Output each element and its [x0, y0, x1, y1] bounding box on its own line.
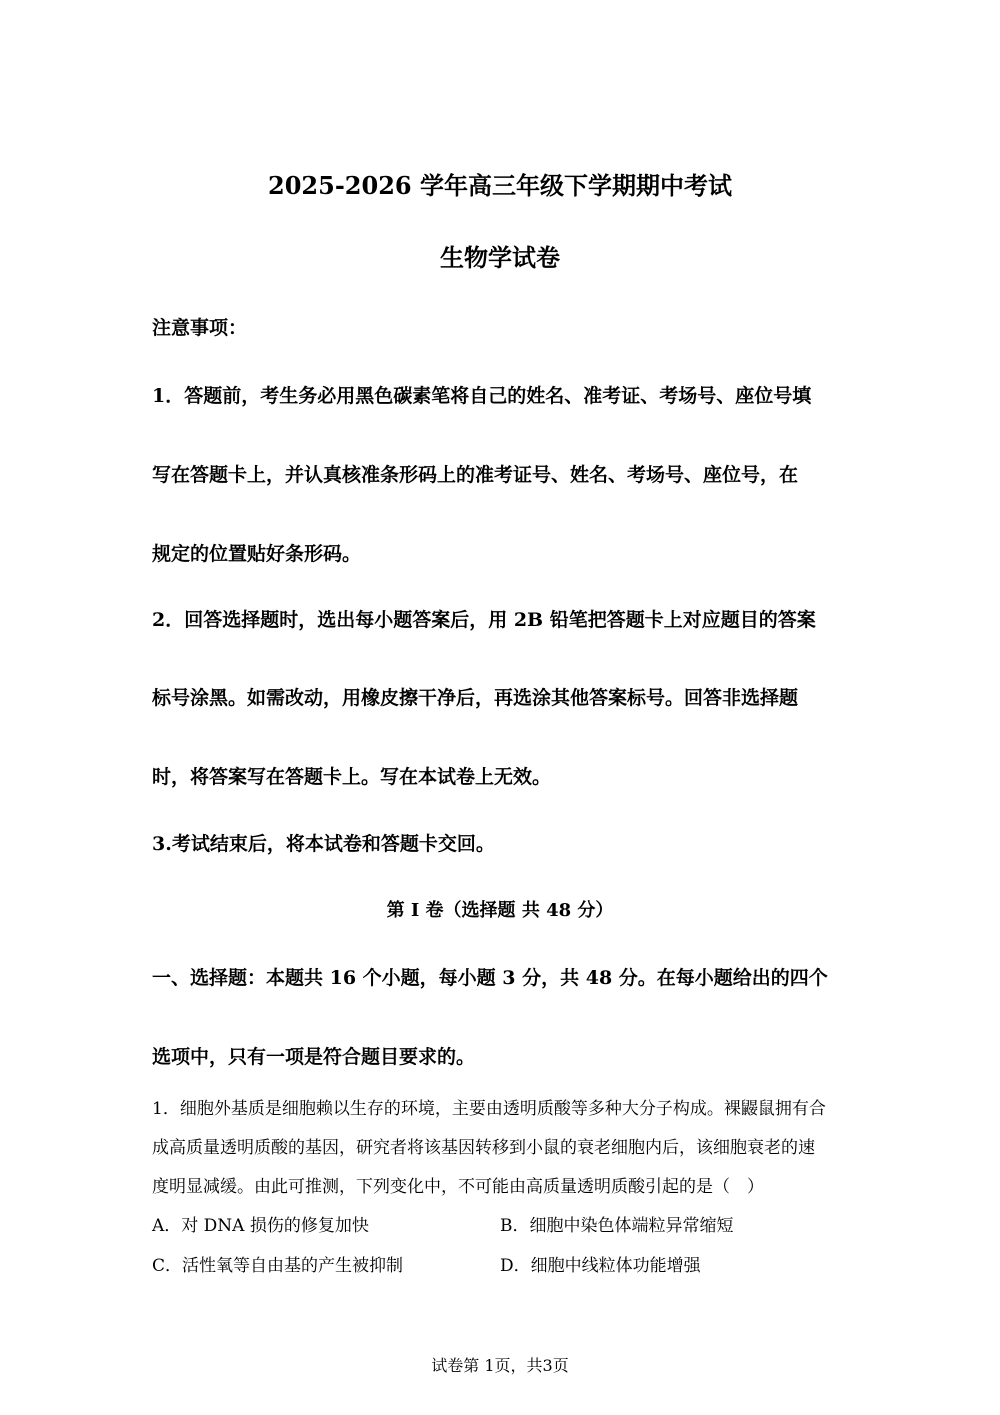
notice-line: 3.考试结束后，将本试卷和答题卡交回。 — [152, 833, 495, 855]
notice-heading: 注意事项： — [152, 317, 248, 339]
option-c: C．活性氧等自由基的产生被抑制 — [152, 1256, 404, 1276]
notice-line: 标号涂黑。如需改动，用橡皮擦干净后，再选涂其他答案标号。回答非选择题 — [152, 687, 799, 709]
option-b: B．细胞中染色体端粒异常缩短 — [500, 1216, 734, 1236]
notice-line: 时，将答案写在答题卡上。写在本试卷上无效。 — [152, 766, 552, 788]
question-stem-line: 成高质量透明质酸的基因，研究者将该基因转移到小鼠的衰老细胞内后，该细胞衰老的速 — [152, 1138, 815, 1158]
notice-line: 2．回答选择题时，选出每小题答案后，用 2B 铅笔把答题卡上对应题目的答案 — [152, 609, 816, 631]
question-stem-line: 1．细胞外基质是细胞赖以生存的环境，主要由透明质酸等多种大分子构成。裸鼹鼠拥有合 — [152, 1099, 826, 1119]
section-title: 第 I 卷（选择题 共 48 分） — [386, 900, 614, 921]
exam-subtitle: 生物学试卷 — [440, 243, 560, 272]
exam-title: 2025-2026 学年高三年级下学期期中考试 — [268, 171, 732, 200]
notice-line: 写在答题卡上，并认真核准条形码上的准考证号、姓名、考场号、座位号，在 — [152, 464, 799, 486]
option-d: D．细胞中线粒体功能增强 — [500, 1256, 701, 1276]
notice-line: 规定的位置贴好条形码。 — [152, 543, 362, 565]
section-instruction: 选项中，只有一项是符合题目要求的。 — [152, 1046, 476, 1068]
option-a: A．对 DNA 损伤的修复加快 — [152, 1216, 369, 1236]
question-stem-line: 度明显减缓。由此可推测，下列变化中，不可能由高质量透明质酸引起的是（ ） — [152, 1177, 764, 1197]
notice-line: 1．答题前，考生务必用黑色碳素笔将自己的姓名、准考证、考场号、座位号填 — [152, 385, 812, 407]
page-footer: 试卷第 1页，共3页 — [431, 1356, 569, 1375]
section-instruction: 一、选择题：本题共 16 个小题，每小题 3 分，共 48 分。在每小题给出的四个 — [152, 967, 828, 989]
